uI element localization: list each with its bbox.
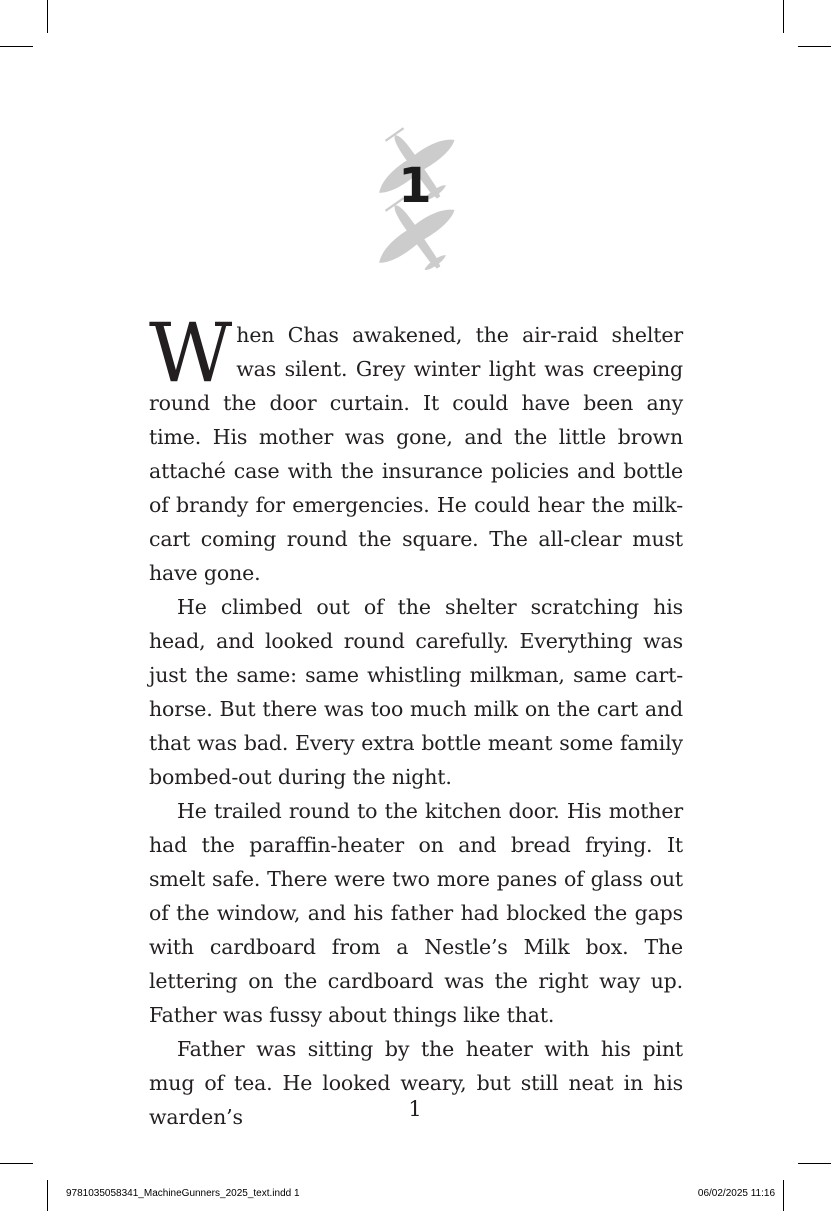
body-text	[149, 307, 683, 1134]
crop-mark-bottom-left-h	[0, 1163, 33, 1164]
crop-mark-top-right	[783, 0, 784, 33]
page-number: 1	[408, 1097, 422, 1121]
crop-mark-bottom-right	[783, 1180, 784, 1211]
chapter-number: 1	[398, 158, 432, 214]
slug-date: 06/02/2025 11:16	[697, 1188, 775, 1199]
paragraph-3: He trailed round to the kitchen door. His mother had the paraffin-heater on and bread frying. It smelt safe. There were two more panes of glass out of the window, and his father had blocked the gaps with cardboard from a Nestle’s Milk box. The lettering on the cardboard was the right way up. Father was fussy about things like that.	[149, 799, 683, 1027]
slug-filename: 9781035058341_MachineGunners_2025_text.indd 1	[66, 1188, 300, 1199]
paragraph-4: Father was sitting by the heater with his pint mug of tea. He looked weary, but still neat in his warden’s	[149, 1037, 683, 1129]
crop-mark-bottom-left	[47, 1180, 48, 1211]
paragraph-2: He climbed out of the shelter scratching his head, and looked round carefully. Everything was just the same: same whistling milkman, same cart-horse. But there was too much milk on the cart and that was bad. Every extra bottle meant some family bombed-out during the night.	[149, 595, 683, 789]
paragraph-1-text: hen Chas awakened, the air-raid shelter was silent. Grey winter light was creeping round the door curtain. It could have been any time. His mother was gone, and the little brown attaché case with the insurance policies and bottle of brandy for emergencies. He could hear the milk-cart coming round the square. The all-clear must have gone.	[149, 323, 683, 585]
crop-mark-bottom-right-h	[798, 1163, 831, 1164]
crop-mark-top-left	[47, 0, 48, 33]
drop-cap: W	[149, 307, 229, 401]
paragraph-1	[149, 307, 683, 590]
crop-mark-top-left-h	[0, 46, 33, 47]
crop-mark-top-right-h	[798, 46, 831, 47]
